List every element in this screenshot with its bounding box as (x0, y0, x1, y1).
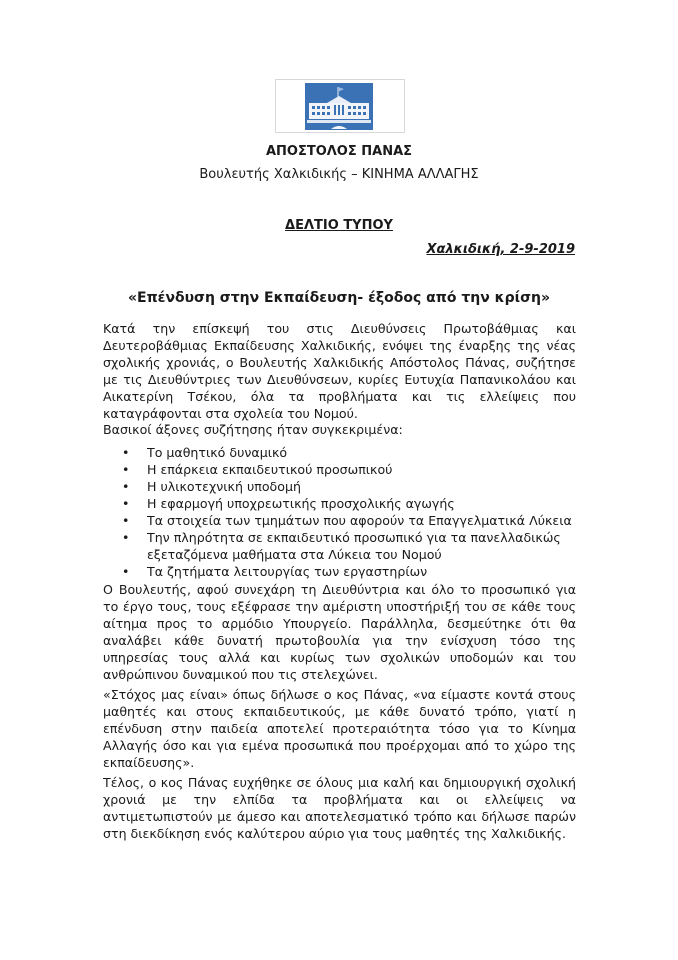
list-item: • Η επάρκεια εκπαιδευτικού προσωπικού (103, 461, 576, 478)
parliament-building-icon (305, 83, 375, 131)
paragraph-closing: Τέλος, ο κος Πάνας ευχήθηκε σε όλους μια καλή και δημιουργική σχολική χρονιά με την ελπίδα τα προβλήματα και οι ελλείψεις να αντιμετωπιστούν με άμεσο και αποτελεσματικό τρόπο και δήλωσε παρών στη διεκδίκηση ενός καλύτερου αύριο για τους μαθητές της Χαλκιδικής. (103, 775, 576, 841)
list-intro: Βασικοί άξονες συζήτησης ήταν συγκεκριμένα: (103, 422, 403, 437)
dateline-text: Χαλκιδική, 2-9-2019 (426, 242, 575, 257)
paragraph-quote: «Στόχος μας είναι» όπως δήλωσε ο κος Πάνας, «να είμαστε κοντά στους μαθητές και στους εκπαιδευτικούς, με κάθε δυνατό τρόπο, γιατί η επένδυση στην παιδεία αποτελεί προτεραιότητα τόσο για το Κίνημα Αλλαγής όσο και για εμένα προσωπικά που προέρχομαι από το χώρο της εκπαίδευσης». (103, 687, 576, 770)
release-type-heading (0, 218, 678, 233)
paragraph-intro: Κατά την επίσκεψή του στις Διευθύνσεις Πρωτοβάθμιας και Δευτεροβάθμιας Εκπαίδευσης Χαλκιδικής, ενόψει της έναρξης της νέας σχολικής χρονιάς, ο Βουλευτής Χαλκιδικής Απόστολος Πάνας, συζήτησε με τις Διευθύντριες των Διευθύνσεων, κυρίες Ευτυχία Παπανικολάου και Αικατερίνη Τσέκου, όλα τα προβλήματα και τις ελλείψεις που καταγράφονται στα σχολεία του Νομού. (103, 321, 576, 421)
author-name: ΑΠΟΣΤΟΛΟΣ ΠΑΝΑΣ (265, 144, 413, 159)
list-item: • Το μαθητικό δυναμικό (103, 444, 576, 461)
parliament-logo (275, 79, 405, 133)
press-release-headline: «Επένδυση στην Εκπαίδευση- έξοδος από την κρίση» (127, 290, 551, 306)
paragraph-support: Ο Βουλευτής, αφού συνεχάρη τη Διευθύντρια και όλο το προσωπικό για το έργο τους, τους εξέφρασε την αμέριστη υποστήριξή του σε κάθε τους αίτημα προς το αρμόδιο Υπουργείο. Παράλληλα, δεσμεύτηκε ότι θα αναλάβει κάθε δυνατή πρωτοβουλία για την ενίσχυση τόσο της υπηρεσίας τους αλλά και κυρίως των σχολικών υποδομών και του ανθρώπινου δυναμικού που τις στελεχώνει. (103, 582, 576, 682)
discussion-topics-list (103, 444, 576, 580)
dateline (427, 242, 576, 257)
author-role: Βουλευτής Χαλκιδικής – ΚΙΝΗΜΑ ΑΛΛΑΓΗΣ (199, 167, 479, 182)
list-item: • Τα στοιχεία των τμημάτων που αφορούν τα Επαγγελματικά Λύκεια (103, 512, 576, 529)
list-item: • Την πληρότητα σε εκπαιδευτικό προσωπικό για τα πανελλαδικώς εξεταζόμενα μαθήματα στα Λύκεια του Νομού (103, 529, 576, 563)
list-item: • Η υλικοτεχνική υποδομή (103, 478, 576, 495)
list-item: • Η εφαρμογή υποχρεωτικής προσχολικής αγωγής (103, 495, 576, 512)
list-item: • Τα ζητήματα λειτουργίας των εργαστηρίων (103, 563, 576, 580)
release-type-label: ΔΕΛΤΙΟ ΤΥΠΟΥ (285, 218, 393, 233)
